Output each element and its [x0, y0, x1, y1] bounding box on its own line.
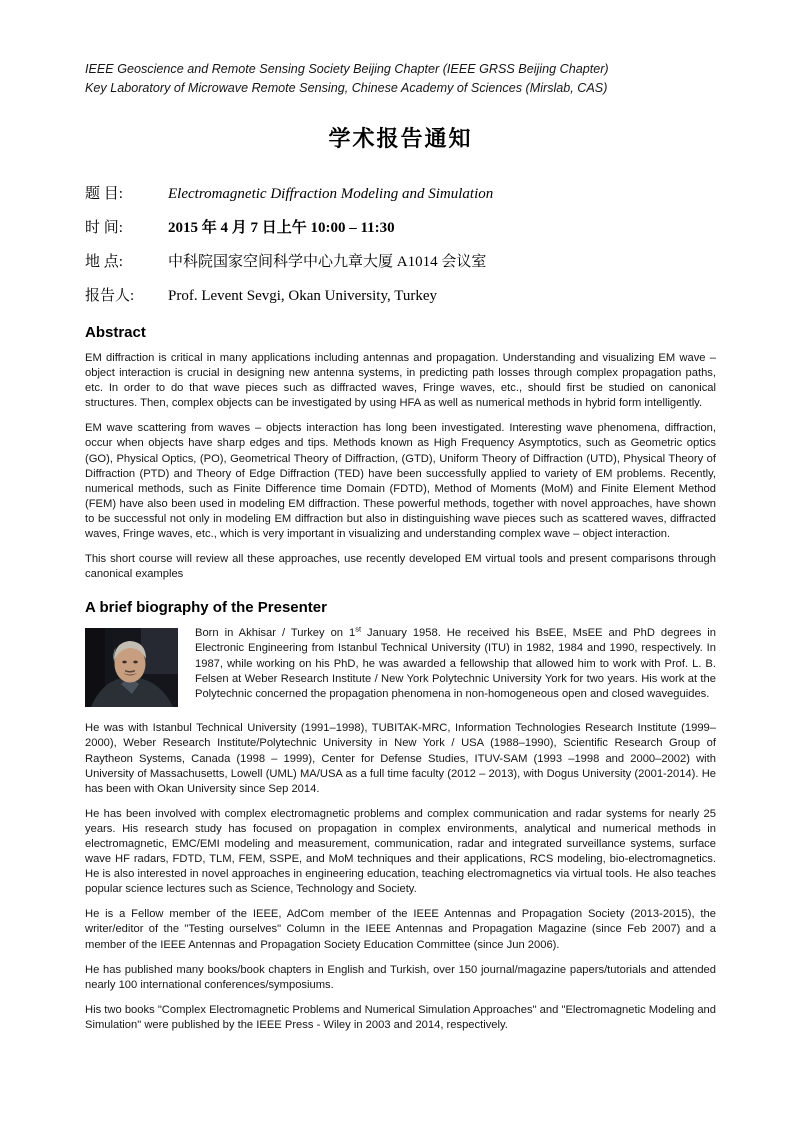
organization-line-1: IEEE Geoscience and Remote Sensing Society Beijing Chapter (IEEE GRSS Beijing Chapter)	[85, 62, 609, 76]
page-title: 学术报告通知	[328, 126, 473, 151]
meta-row-venue	[85, 252, 716, 273]
meta-section	[85, 184, 716, 307]
topic-value: Electromagnetic Diffraction Modeling and Simulation	[168, 186, 494, 202]
biography-paragraph-3: He has been involved with complex electromagnetic problems and complex communication and radar systems for nearly 25 years. His research study has focused on propagation in complex environments, analytical and numerical methods in electromagnetic, EMC/EMI modeling and measurement, communication, radar and integrated surveillance systems, surface wave HF radars, FDTD, TLM, FEM, SSPE, and MoM techniques and their applications, RCS modeling, bio-electromagnetics. He is also interested in novel approaches in engineering education, teaching electromagnetics via virtual tools. He also teaches popular science lectures such as Science, Technology and Society.	[85, 807, 716, 896]
biography-paragraph-2: He was with Istanbul Technical University (1991–1998), TUBITAK-MRC, Information Technologies Research Institute (1999–2000), Weber Research Institute/Polytechnic University in New York / USA (1988–1990), Scientific Research Group of Raytheon Systems, Canada (1998 – 1999), Center for Defense Studies, ITUV-SAM (1993 –1998 and 2000–2002) with University of Massachusetts, Lowell (UML) MA/USA as a full time faculty (2012 – 2013), with Dogus University (2001-2014). He has been with Okan University since Sep 2014.	[85, 722, 716, 795]
abstract-paragraph-3: This short course will review all these approaches, use recently developed EM virtual tools and present comparisons through canonical examples	[85, 553, 716, 581]
abstract-paragraph-2: EM wave scattering from waves – objects interaction has long been investigated. Interesting wave phenomena, diffraction, occur when objects have sharp edges and tips. Methods known as High Frequency Asymptotics, such as Geometric optics (GO), Physical Optics, (PO), Geometrical Theory of Diffraction, (GTD), Uniform Theory of Diffraction (UTD), Physical Theory of Diffraction (PTD) and Theory of Edge Diffraction (TED) have been successfully applied to variety of EM problems. Recently, numerical methods, such as Finite Difference time Domain (FDTD), Method of Moments (MoM) and Finite Element Method (FEM) have also been used in modeling EM diffraction. These powerful methods, together with novel approaches, have shown to be successful not only in modeling EM diffraction but also in distinguishing wave pieces such as scattered waves, diffracted waves, Fringe waves, etc., which is very important in visualizing and understanding complex wave – object interaction.	[85, 422, 716, 541]
biography-section	[85, 599, 716, 1033]
ordinal-superscript: st	[355, 624, 362, 634]
venue-label: 地 点:	[85, 254, 123, 270]
meta-row-speaker	[85, 286, 716, 307]
bio-text-before-superscript: Born in Akhisar / Turkey on 1	[195, 627, 356, 640]
abstract-paragraph-1: EM diffraction is critical in many applications including antennas and propagation. Understanding and visualizing EM wave – object interaction is crucial in designing new antenna systems, in predicting path losses through complex propagation paths, etc. In order to do that wave pieces such as diffracted waves, Fringe waves, etc., should first be studied on canonical structures. Then, complex objects can be investigated by using HFA as well as numerical methods in hybrid form intelligently.	[85, 352, 716, 410]
speaker-value: Prof. Levent Sevgi, Okan University, Turkey	[168, 288, 438, 304]
biography-paragraph-1	[85, 626, 716, 711]
presenter-photo-graphic	[85, 628, 178, 707]
document-header	[85, 60, 716, 97]
time-value: 2015 年 4 月 7 日上午 10:00 – 11:30	[168, 220, 395, 236]
topic-label: 题 目:	[85, 186, 123, 202]
presenter-photo	[85, 628, 178, 707]
meta-row-topic	[85, 184, 716, 205]
organization-line-2: Key Laboratory of Microwave Remote Sensing, Chinese Academy of Sciences (Mirslab, CAS)	[85, 80, 608, 95]
venue-value: 中科院国家空间科学中心九章大厦 A1014 会议室	[168, 254, 487, 270]
bio-text-after-superscript: January 1958. He received his BsEE, MsEE and PhD degrees in Electronic Engineering from Istanbul Technical University (ITU) in 1982, 1984 and 1990, respectively. In 1987, while working on his PhD, he was awarded a fellowship that allowed him to work with Prof. L. B. Felsen at Weber Research Institute / New York Polytechnic University York for two years. His work at the Polytechnic concerned the propagation phenomena in non-homogeneous open and closed waveguides.	[195, 627, 716, 700]
abstract-heading: Abstract	[85, 324, 146, 341]
biography-paragraph-6: His two books "Complex Electromagnetic Problems and Numerical Simulation Approaches" and "Electromagnetic Modeling and Simulation" were published by the IEEE Press - Wiley in 2003 and 2014, respectively.	[85, 1003, 716, 1031]
speaker-label: 报告人:	[85, 288, 135, 304]
biography-heading: A brief biography of the Presenter	[85, 599, 327, 617]
abstract-section	[85, 324, 716, 582]
meta-row-time	[85, 218, 716, 239]
time-label: 时 间:	[85, 220, 123, 236]
biography-paragraph-4: He is a Fellow member of the IEEE, AdCom member of the IEEE Antennas and Propagation Society (2013-2015), the writer/editor of the "Testing ourselves" Column in the IEEE Antennas and Propagation Magazine (since Feb 2007) and a member of the IEEE Antennas and Propagation Society Education Committee (since Jun 2006).	[85, 908, 716, 951]
biography-paragraph-5: He has published many books/book chapters in English and Turkish, over 150 journal/magazine papers/tutorials and attended nearly 100 international conferences/symposiums.	[85, 963, 716, 991]
